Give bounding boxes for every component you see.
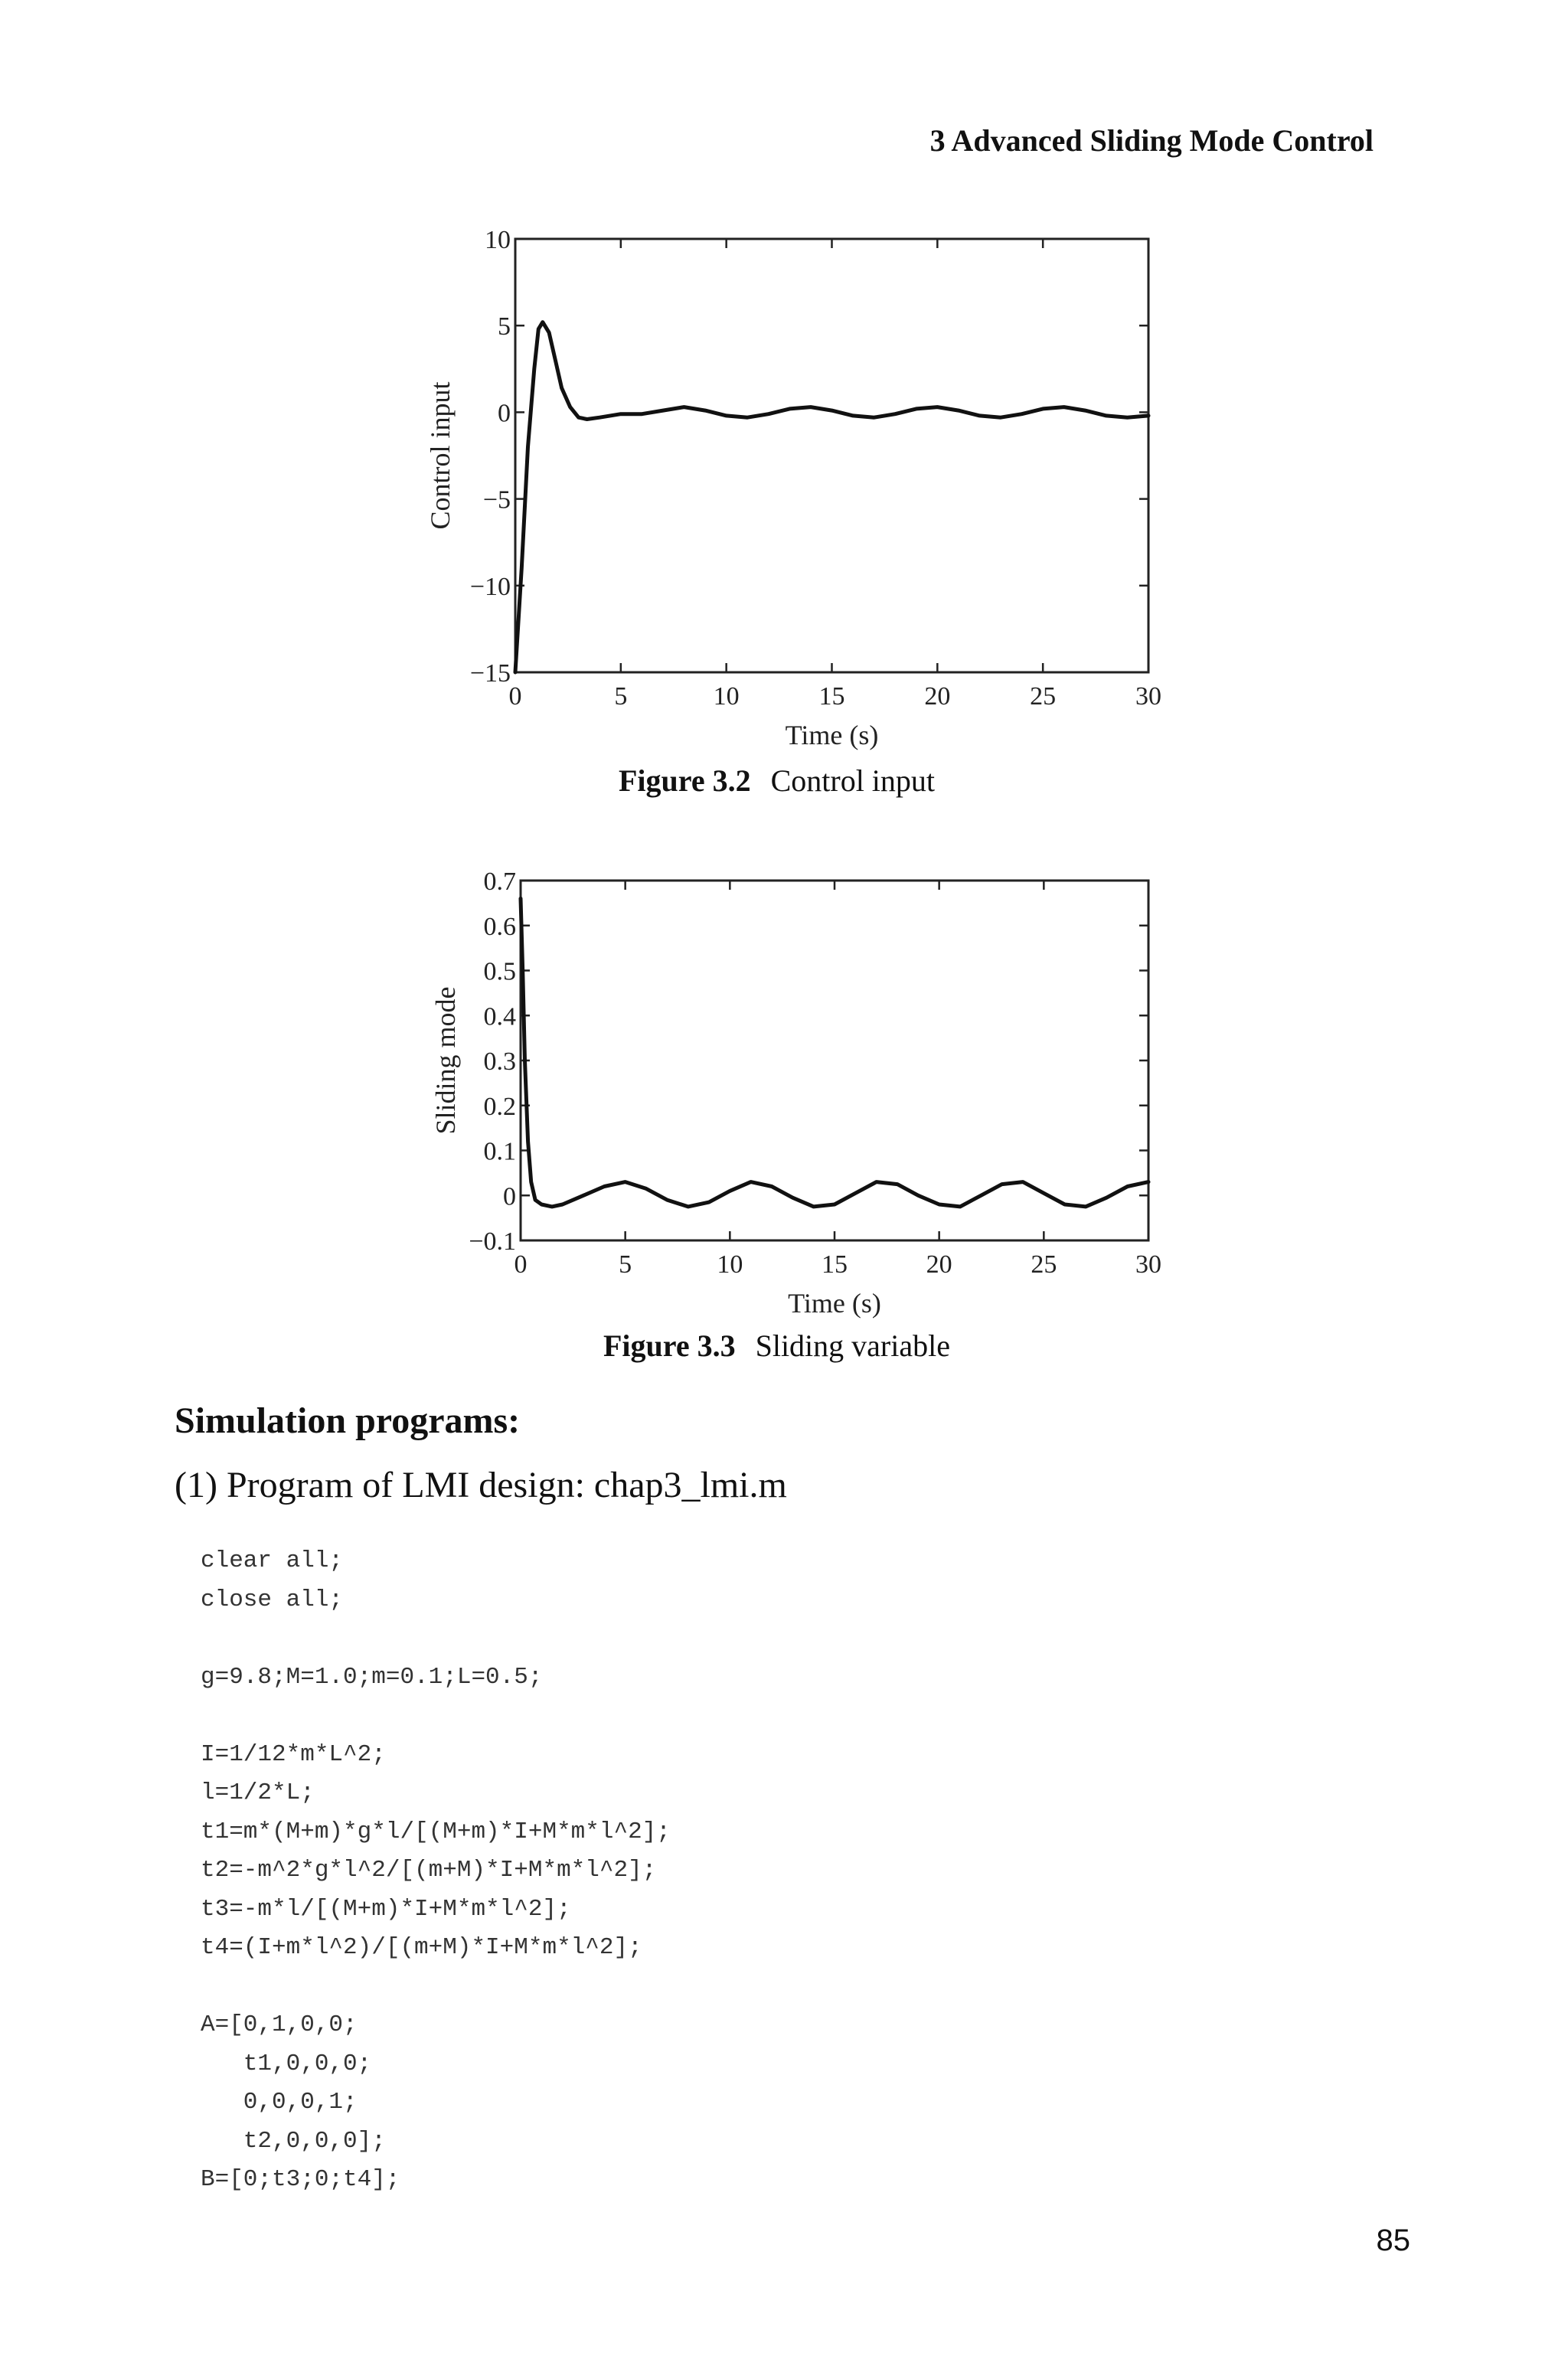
y-tick-label: 0.4 <box>483 1002 516 1031</box>
y-axis-label: Control input <box>425 381 456 530</box>
page-number: 85 <box>1376 2224 1410 2257</box>
x-tick-label: 15 <box>818 682 845 711</box>
y-tick-label: 0.3 <box>483 1047 516 1076</box>
y-tick-label: 10 <box>485 226 511 254</box>
x-axis-label: Time (s) <box>785 720 879 750</box>
y-tick-label: −0.1 <box>469 1227 516 1256</box>
code-line: I=1/12*m*L^2; <box>201 1740 386 1768</box>
y-axis-label: Sliding mode <box>430 986 461 1135</box>
code-line <box>201 1968 671 2007</box>
y-tick-label: 0.2 <box>483 1092 516 1121</box>
code-line: close all; <box>201 1586 344 1613</box>
running-header: 3 Advanced Sliding Mode Control <box>929 123 1374 158</box>
y-tick-label: −10 <box>469 572 511 601</box>
series-line-s <box>521 899 1148 1207</box>
code-line <box>201 1619 671 1658</box>
series-line-u <box>515 322 1148 672</box>
code-line: 0,0,0,1; <box>201 2089 358 2116</box>
code-line: B=[0;t3;0;t4]; <box>201 2166 400 2193</box>
figure-sliding-variable <box>421 865 1171 1325</box>
x-tick-label: 25 <box>1030 682 1057 711</box>
y-tick-label: 0.5 <box>483 957 516 986</box>
x-tick-label: 20 <box>924 682 951 711</box>
code-line: t2=-m^2*g*l^2/[(m+M)*I+M*m*l^2]; <box>201 1857 657 1884</box>
x-tick-label: 30 <box>1135 1250 1161 1279</box>
code-line: t1,0,0,0; <box>201 2050 372 2077</box>
code-line <box>201 1697 671 1736</box>
code-line: g=9.8;M=1.0;m=0.1;L=0.5; <box>201 1663 543 1691</box>
x-tick-label: 15 <box>822 1250 848 1279</box>
code-line: t3=-m*l/[(M+m)*I+M*m*l^2]; <box>201 1895 571 1923</box>
x-tick-label: 10 <box>717 1250 743 1279</box>
y-tick-label: −15 <box>469 659 511 688</box>
code-line: t2,0,0,0]; <box>201 2127 386 2155</box>
y-tick-label: 0.6 <box>483 912 516 941</box>
x-tick-label: 10 <box>713 682 740 711</box>
y-tick-label: 5 <box>498 312 511 341</box>
code-line: t1=m*(M+m)*g*l/[(M+m)*I+M*m*l^2]; <box>201 1818 671 1845</box>
y-tick-label: 0.7 <box>483 868 516 896</box>
code-listing <box>201 1542 671 2200</box>
x-tick-label: 30 <box>1135 682 1161 711</box>
control-input-chart <box>425 222 1179 758</box>
figure-number: Figure 3.2 <box>619 763 751 798</box>
code-line: t4=(I+m*l^2)/[(m+M)*I+M*m*l^2]; <box>201 1934 642 1961</box>
plot-frame <box>521 881 1148 1240</box>
y-tick-label: 0 <box>498 399 511 428</box>
y-tick-label: 0 <box>503 1182 516 1211</box>
y-tick-label: −5 <box>482 485 511 515</box>
code-line: clear all; <box>201 1547 344 1574</box>
x-tick-label: 20 <box>926 1250 952 1279</box>
figure-control-input <box>425 222 1179 758</box>
x-tick-label: 0 <box>514 1250 528 1279</box>
x-tick-label: 25 <box>1031 1250 1057 1279</box>
code-line: l=1/2*L; <box>201 1779 315 1806</box>
figure-3-3-caption <box>603 1328 950 1364</box>
figure-3-2-caption <box>619 763 935 799</box>
x-tick-label: 0 <box>508 682 522 711</box>
x-axis-label: Time (s) <box>788 1288 881 1319</box>
sliding-variable-chart <box>421 865 1171 1325</box>
subsection-title: (1) Program of LMI design: chap3_lmi.m <box>175 1465 787 1505</box>
figure-caption-text: Control input <box>770 763 936 798</box>
plot-frame <box>515 239 1148 672</box>
x-tick-label: 5 <box>614 682 628 711</box>
x-tick-label: 5 <box>619 1250 632 1279</box>
figure-caption-text: Sliding variable <box>755 1328 950 1363</box>
section-title: Simulation programs: <box>175 1400 521 1441</box>
figure-number: Figure 3.3 <box>603 1328 736 1363</box>
y-tick-label: 0.1 <box>483 1137 516 1166</box>
code-line: A=[0,1,0,0; <box>201 2011 358 2038</box>
